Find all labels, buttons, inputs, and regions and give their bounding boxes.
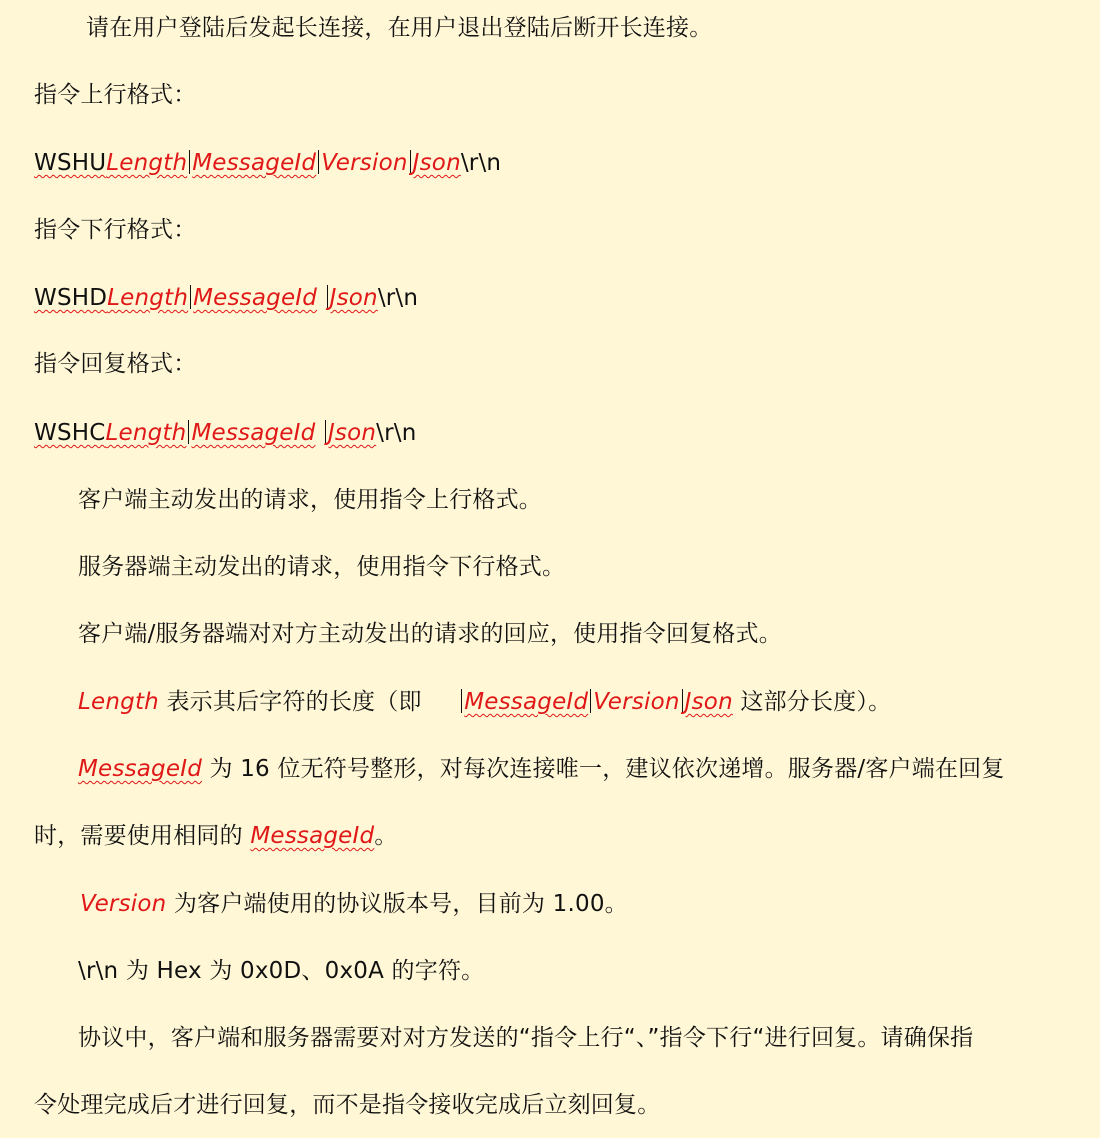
paragraph-messageid-continued: [34, 820, 398, 852]
heading-downlink-format: 指令下行格式：: [34, 217, 197, 243]
uplink-length-field: Length: [106, 150, 188, 176]
reply-prefix: WSHC: [34, 420, 106, 446]
uplink-version-field: Version: [321, 150, 408, 176]
separator: [188, 420, 189, 444]
heading-reply-format: 指令回复格式：: [34, 351, 197, 377]
messageid-term: MessageId: [78, 756, 202, 782]
messageid-text-2: 时，需要使用相同的: [34, 823, 251, 849]
separator: [682, 689, 683, 713]
reply-format-line: [34, 417, 417, 449]
separator: [327, 285, 328, 309]
reply-crlf: \r\n: [376, 420, 417, 446]
downlink-prefix: WSHD: [34, 285, 108, 311]
separator: [410, 150, 411, 174]
length-version-term: Version: [593, 689, 680, 715]
downlink-length-field: Length: [107, 285, 189, 311]
version-text: 为客户端使用的协议版本号，目前为 1.00。: [166, 891, 628, 917]
downlink-format-line: [34, 282, 418, 314]
downlink-messageid-field: MessageId: [193, 285, 318, 311]
reply-length-field: Length: [105, 420, 187, 446]
heading-uplink-format: 指令上行格式：: [34, 82, 197, 108]
length-messageid-term: MessageId: [464, 689, 589, 715]
messageid-end: 。: [374, 823, 398, 849]
paragraph-reply-usage: 客户端/服务器端对对方主动发出的请求的回应，使用指令回复格式。: [78, 621, 782, 647]
reply-messageid-field: MessageId: [191, 420, 316, 446]
messageid-term-2: MessageId: [250, 823, 375, 849]
paragraph-length-definition: [78, 686, 891, 718]
length-text: 表示其后字符的长度（即: [158, 689, 422, 715]
version-term: Version: [80, 891, 167, 917]
length-text-end: 这部分长度）。: [732, 689, 892, 715]
paragraph-protocol-reply-rule: 协议中，客户端和服务器需要对对方发送的“指令上行“、”指令下行“进行回复。请确保指: [78, 1025, 974, 1051]
length-json-term: Json: [684, 689, 733, 715]
uplink-crlf: \r\n: [460, 150, 502, 176]
length-term: Length: [78, 689, 159, 715]
paragraph-version-definition: [80, 888, 628, 920]
separator: [590, 689, 591, 713]
messageid-text: 为 16 位无符号整形，对每次连接唯一，建议依次递增。服务器/客户端在回复: [202, 756, 1005, 782]
downlink-crlf: \r\n: [377, 285, 419, 311]
paragraph-client-request: 客户端主动发出的请求，使用指令上行格式。: [78, 487, 542, 513]
uplink-json-field: Json: [412, 150, 461, 176]
paragraph-messageid-definition: [78, 753, 1005, 785]
uplink-format-line: [34, 147, 501, 179]
paragraph-server-request: 服务器端主动发出的请求，使用指令下行格式。: [78, 554, 566, 580]
separator: [190, 285, 191, 309]
downlink-json-field: Json: [329, 285, 378, 311]
uplink-prefix: WSHU: [34, 150, 107, 176]
separator: [461, 689, 462, 713]
separator: [325, 420, 326, 444]
paragraph-crlf-definition: \r\n 为 Hex 为 0x0D、0x0A 的字符。: [78, 958, 485, 984]
paragraph-connection: 请在用户登陆后发起长连接，在用户退出登陆后断开长连接。: [86, 15, 713, 41]
separator: [189, 150, 190, 174]
separator: [318, 150, 319, 174]
reply-json-field: Json: [327, 420, 377, 446]
paragraph-protocol-reply-rule-continued: 令处理完成后才进行回复，而不是指令接收完成后立刻回复。: [34, 1092, 661, 1118]
uplink-messageid-field: MessageId: [192, 150, 317, 176]
